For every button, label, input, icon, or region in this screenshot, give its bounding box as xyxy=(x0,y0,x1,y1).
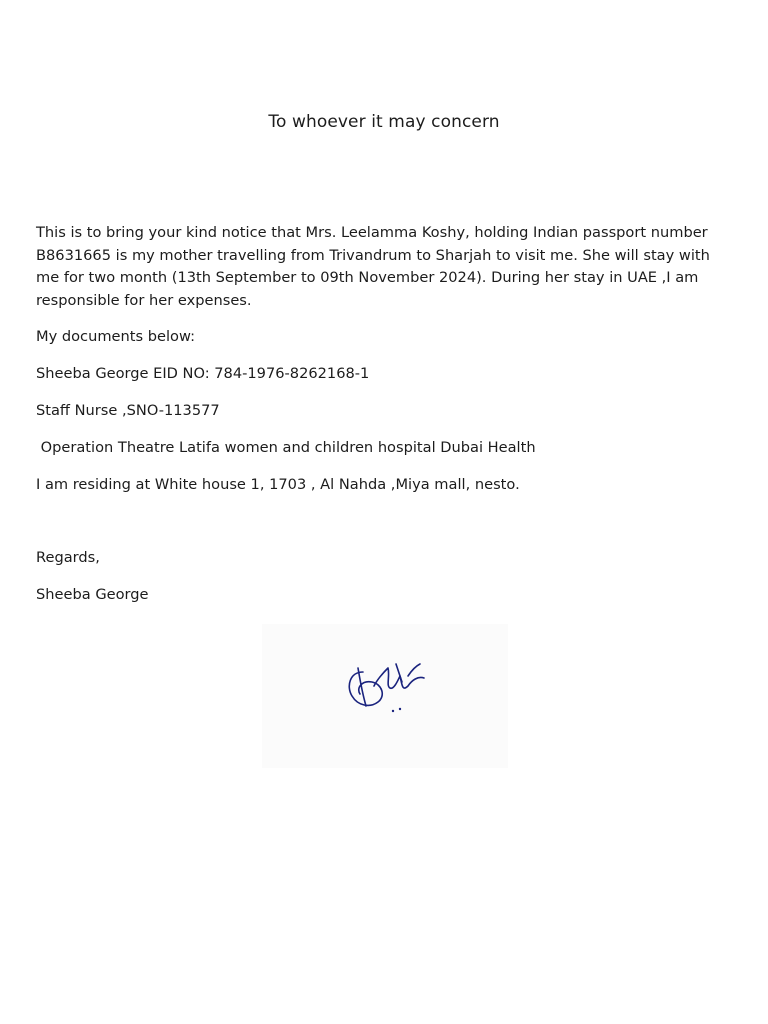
intro-paragraph: This is to bring your kind notice that Mrs. Leelamma Koshy, holding Indian passport number B8631665 is my mother travelling from Trivandrum to Sharjah to visit me. She will stay with me for two month (13th September to 09th November 2024). During her stay in UAE ,I am responsible for her expenses. xyxy=(36,224,710,309)
letter-body xyxy=(36,222,726,621)
signature-strokes xyxy=(349,664,424,706)
closing-line: Regards, xyxy=(36,549,100,567)
department-line: Operation Theatre Latifa women and children hospital Dubai Health xyxy=(36,438,536,456)
staff-line: Staff Nurse ,SNO-113577 xyxy=(36,401,220,419)
address-line: I am residing at White house 1, 1703 , Al Nahda ,Miya mall, nesto. xyxy=(36,475,520,493)
signature-dot xyxy=(399,708,401,710)
signature-image xyxy=(262,624,508,768)
handwritten-signature xyxy=(262,624,508,768)
signature-dot xyxy=(392,710,394,712)
signatory-name: Sheeba George xyxy=(36,586,149,604)
spacer xyxy=(36,510,726,547)
eid-line: Sheeba George EID NO: 784-1976-8262168-1 xyxy=(36,365,370,383)
documents-heading: My documents below: xyxy=(36,328,196,346)
letter-title: To whoever it may concern xyxy=(268,112,500,132)
